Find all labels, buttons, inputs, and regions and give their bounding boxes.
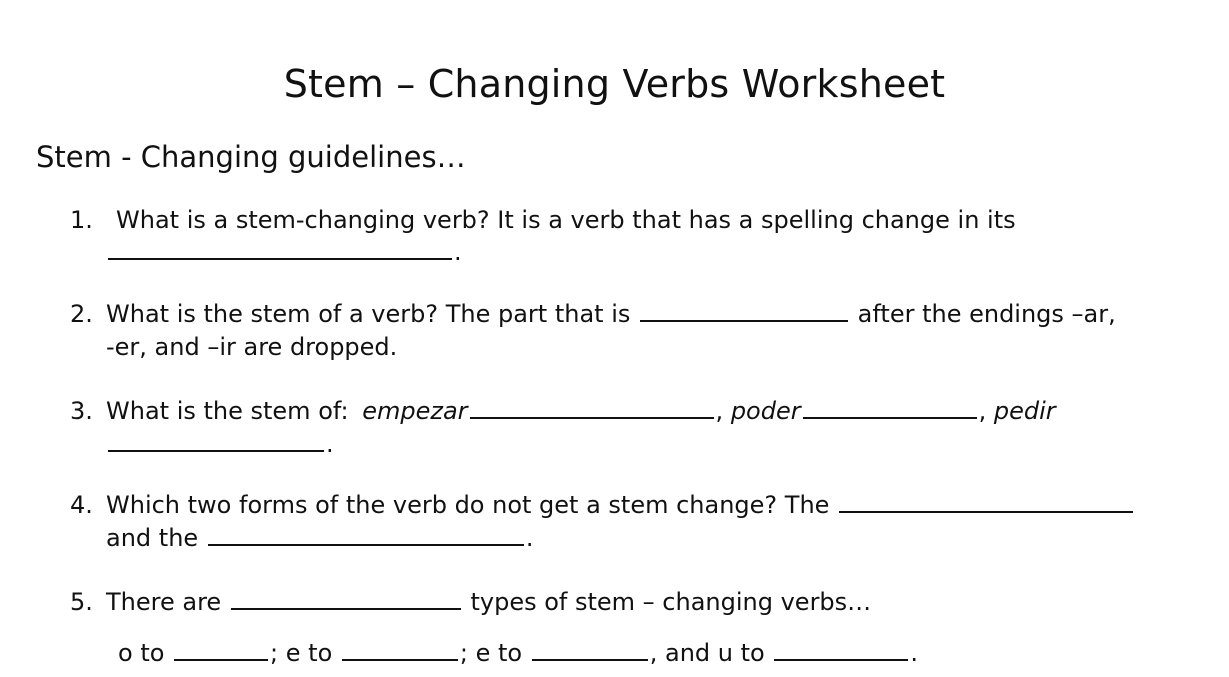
question-2	[70, 298, 1116, 330]
question-number: 5.	[70, 588, 93, 616]
question-text: Which two forms of the verb do not get a stem change? The	[106, 491, 830, 519]
pattern-e-to-2: ; e to	[459, 639, 523, 667]
question-1-answer	[106, 236, 462, 268]
comma: ,	[978, 397, 987, 425]
question-text: What is the stem of:	[106, 397, 349, 425]
question-number: 2.	[70, 300, 93, 328]
question-4-line-2	[106, 522, 533, 554]
question-text: What is the stem of a verb? The part that is	[106, 300, 631, 328]
pattern-o-to: o to	[118, 639, 165, 667]
answer-blank-2[interactable]	[208, 522, 524, 546]
answer-blank-poder[interactable]	[803, 395, 977, 419]
question-1	[70, 204, 1016, 236]
verb-empezar: empezar	[362, 397, 468, 425]
period: .	[910, 639, 918, 667]
question-text-continued: types of stem – changing verbs…	[470, 588, 872, 616]
question-text: What is a stem-changing verb? It is a verb that has a spelling change in its	[116, 206, 1016, 234]
period: .	[326, 430, 334, 458]
answer-blank[interactable]	[640, 298, 848, 322]
answer-blank[interactable]	[108, 236, 452, 260]
question-number: 1.	[70, 206, 93, 234]
answer-blank-empezar[interactable]	[470, 395, 714, 419]
pattern-u-to: , and u to	[649, 639, 765, 667]
answer-blank-1[interactable]	[839, 489, 1133, 513]
comma: ,	[715, 397, 724, 425]
question-5	[70, 586, 871, 618]
question-4	[70, 489, 1135, 521]
answer-blank-e-2[interactable]	[532, 637, 648, 661]
section-heading: Stem - Changing guidelines…	[36, 140, 466, 174]
question-3-answer	[106, 428, 334, 460]
period: .	[454, 238, 462, 266]
verb-pedir: pedir	[993, 397, 1056, 425]
pattern-e-to-1: ; e to	[270, 639, 333, 667]
question-number: 3.	[70, 397, 93, 425]
question-text-line-2: -er, and –ir are dropped.	[106, 333, 398, 361]
answer-blank-pedir[interactable]	[108, 428, 324, 452]
period: .	[525, 524, 534, 552]
question-text: There are	[106, 588, 222, 616]
answer-blank-e-1[interactable]	[342, 637, 458, 661]
answer-blank-count[interactable]	[231, 586, 461, 610]
question-2-line-2	[106, 331, 397, 363]
answer-blank-o[interactable]	[174, 637, 268, 661]
question-3	[70, 395, 1056, 427]
answer-blank-u[interactable]	[774, 637, 908, 661]
question-5-patterns	[118, 637, 918, 669]
question-text-line-2: and the	[106, 524, 199, 552]
worksheet-title: Stem – Changing Verbs Worksheet	[283, 62, 946, 106]
verb-poder: poder	[730, 397, 801, 425]
question-number: 4.	[70, 491, 93, 519]
question-text-continued: after the endings –ar,	[857, 300, 1116, 328]
